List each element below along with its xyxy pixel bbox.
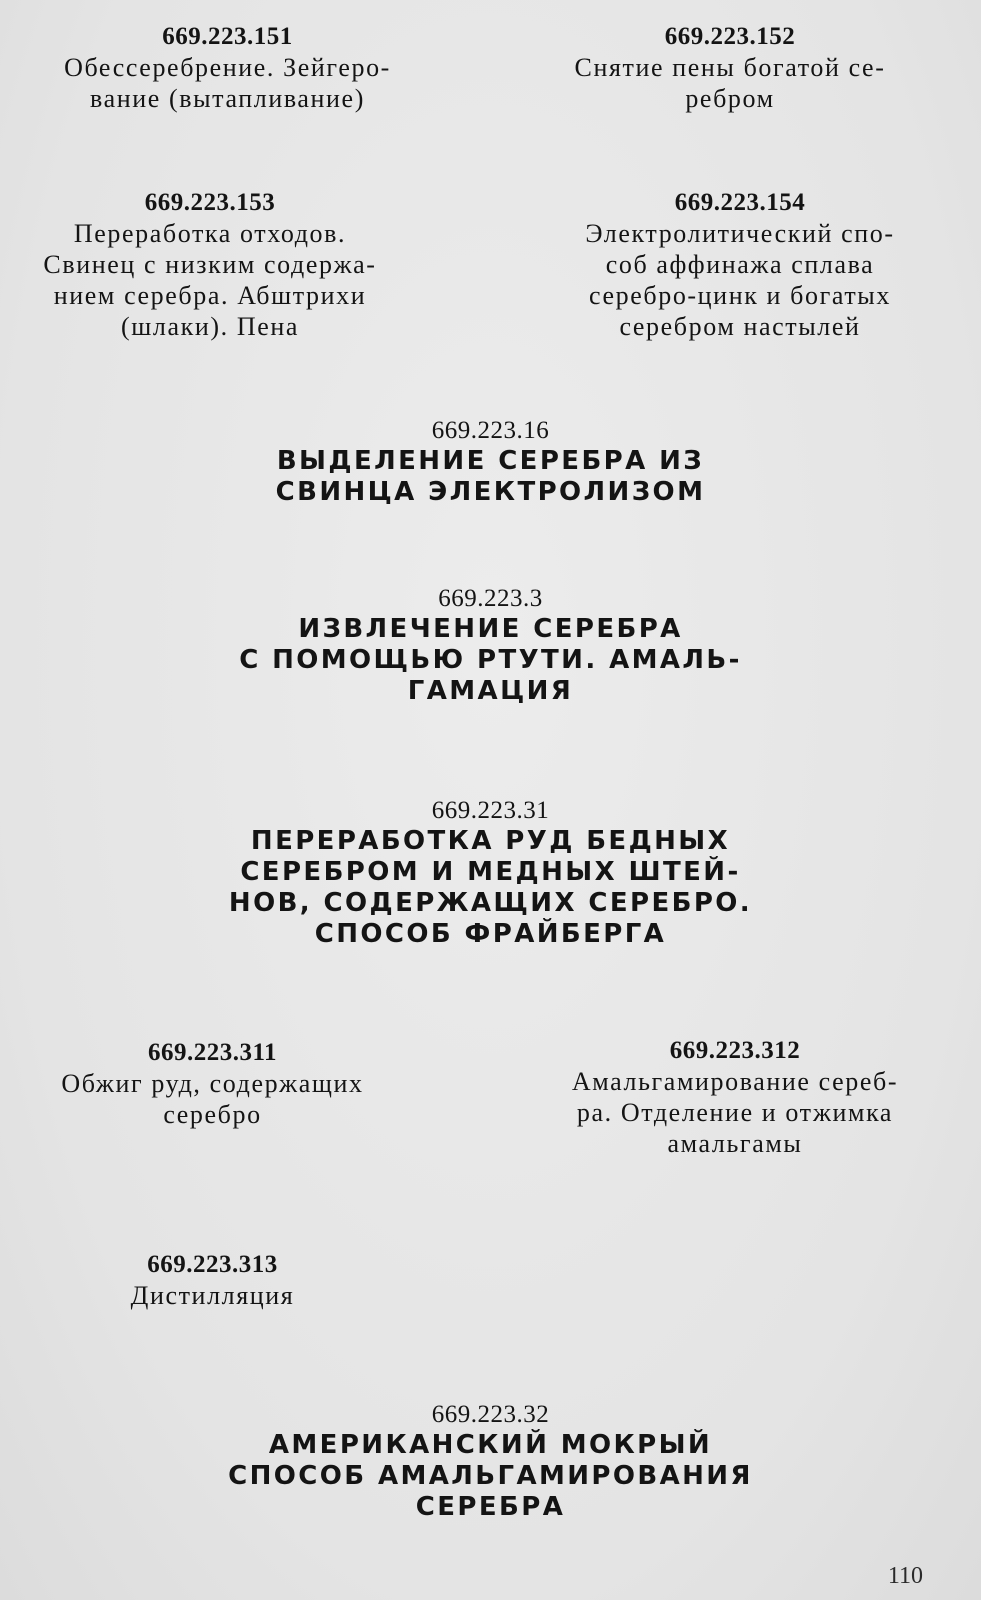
- page-number: 110: [887, 1563, 923, 1589]
- entry-code: 669.223.154: [674, 189, 806, 216]
- entry-669-223-311: [0, 1038, 425, 1130]
- entry-code: 669.223.153: [144, 189, 276, 216]
- section-heading: ИЗВЛЕЧЕНИЕ СЕРЕБРА С ПОМОЩЬЮ РТУТИ. АМАЛЬ- ГАМАЦИЯ: [239, 614, 742, 706]
- entry-description: Обжиг руд, содержащих серебро: [61, 1069, 364, 1129]
- section-669-223-16: [0, 416, 981, 508]
- entry-code: 669.223.312: [669, 1037, 801, 1064]
- section-heading: ВЫДЕЛЕНИЕ СЕРЕБРА ИЗ СВИНЦА ЭЛЕКТРОЛИЗОМ: [275, 446, 706, 507]
- entry-code: 669.223.311: [147, 1039, 278, 1066]
- entry-description: Дистилляция: [130, 1281, 295, 1310]
- entry-description: Переработка отходов. Свинец с низким содержа- нием серебра. Абштрихи (шлаки). Пена: [43, 219, 377, 341]
- entry-description: Амальгамирование сереб- ра. Отделение и отжимка амальгамы: [571, 1067, 899, 1158]
- entry-code: 669.223.152: [664, 23, 796, 50]
- entry-669-223-313: [0, 1250, 425, 1311]
- entry-669-223-312: [500, 1036, 970, 1159]
- entry-669-223-153: [0, 188, 420, 342]
- section-heading: ПЕРЕРАБОТКА РУД БЕДНЫХ СЕРЕБРОМ И МЕДНЫХ ШТЕЙ- НОВ, СОДЕРЖАЩИХ СЕРЕБРО. СПОСОБ ФРАЙБЕРГА: [228, 826, 753, 949]
- entry-description: Обессеребрение. Зейгеро- вание (вытапливание): [64, 53, 391, 113]
- entry-669-223-154: [510, 188, 970, 342]
- entry-code: 669.223.313: [147, 1251, 278, 1278]
- section-code: 669.223.31: [431, 797, 550, 824]
- entry-669-223-152: [500, 22, 960, 114]
- entry-669-223-151: [0, 22, 455, 114]
- section-669-223-3: [0, 584, 981, 707]
- entry-description: Электролитический спо- соб аффинажа сплава серебро-цинк и богатых серебром настылей: [585, 219, 895, 341]
- section-heading: АМЕРИКАНСКИЙ МОКРЫЙ СПОСОБ АМАЛЬГАМИРОВАНИЯ СЕРЕБРА: [228, 1430, 753, 1522]
- section-code: 669.223.3: [438, 585, 543, 612]
- section-669-223-32: [0, 1400, 981, 1523]
- section-code: 669.223.32: [431, 1401, 550, 1428]
- section-669-223-31: [0, 796, 981, 950]
- entry-code: 669.223.151: [162, 23, 293, 50]
- section-code: 669.223.16: [431, 417, 550, 444]
- entry-description: Снятие пены богатой се- ребром: [574, 53, 886, 113]
